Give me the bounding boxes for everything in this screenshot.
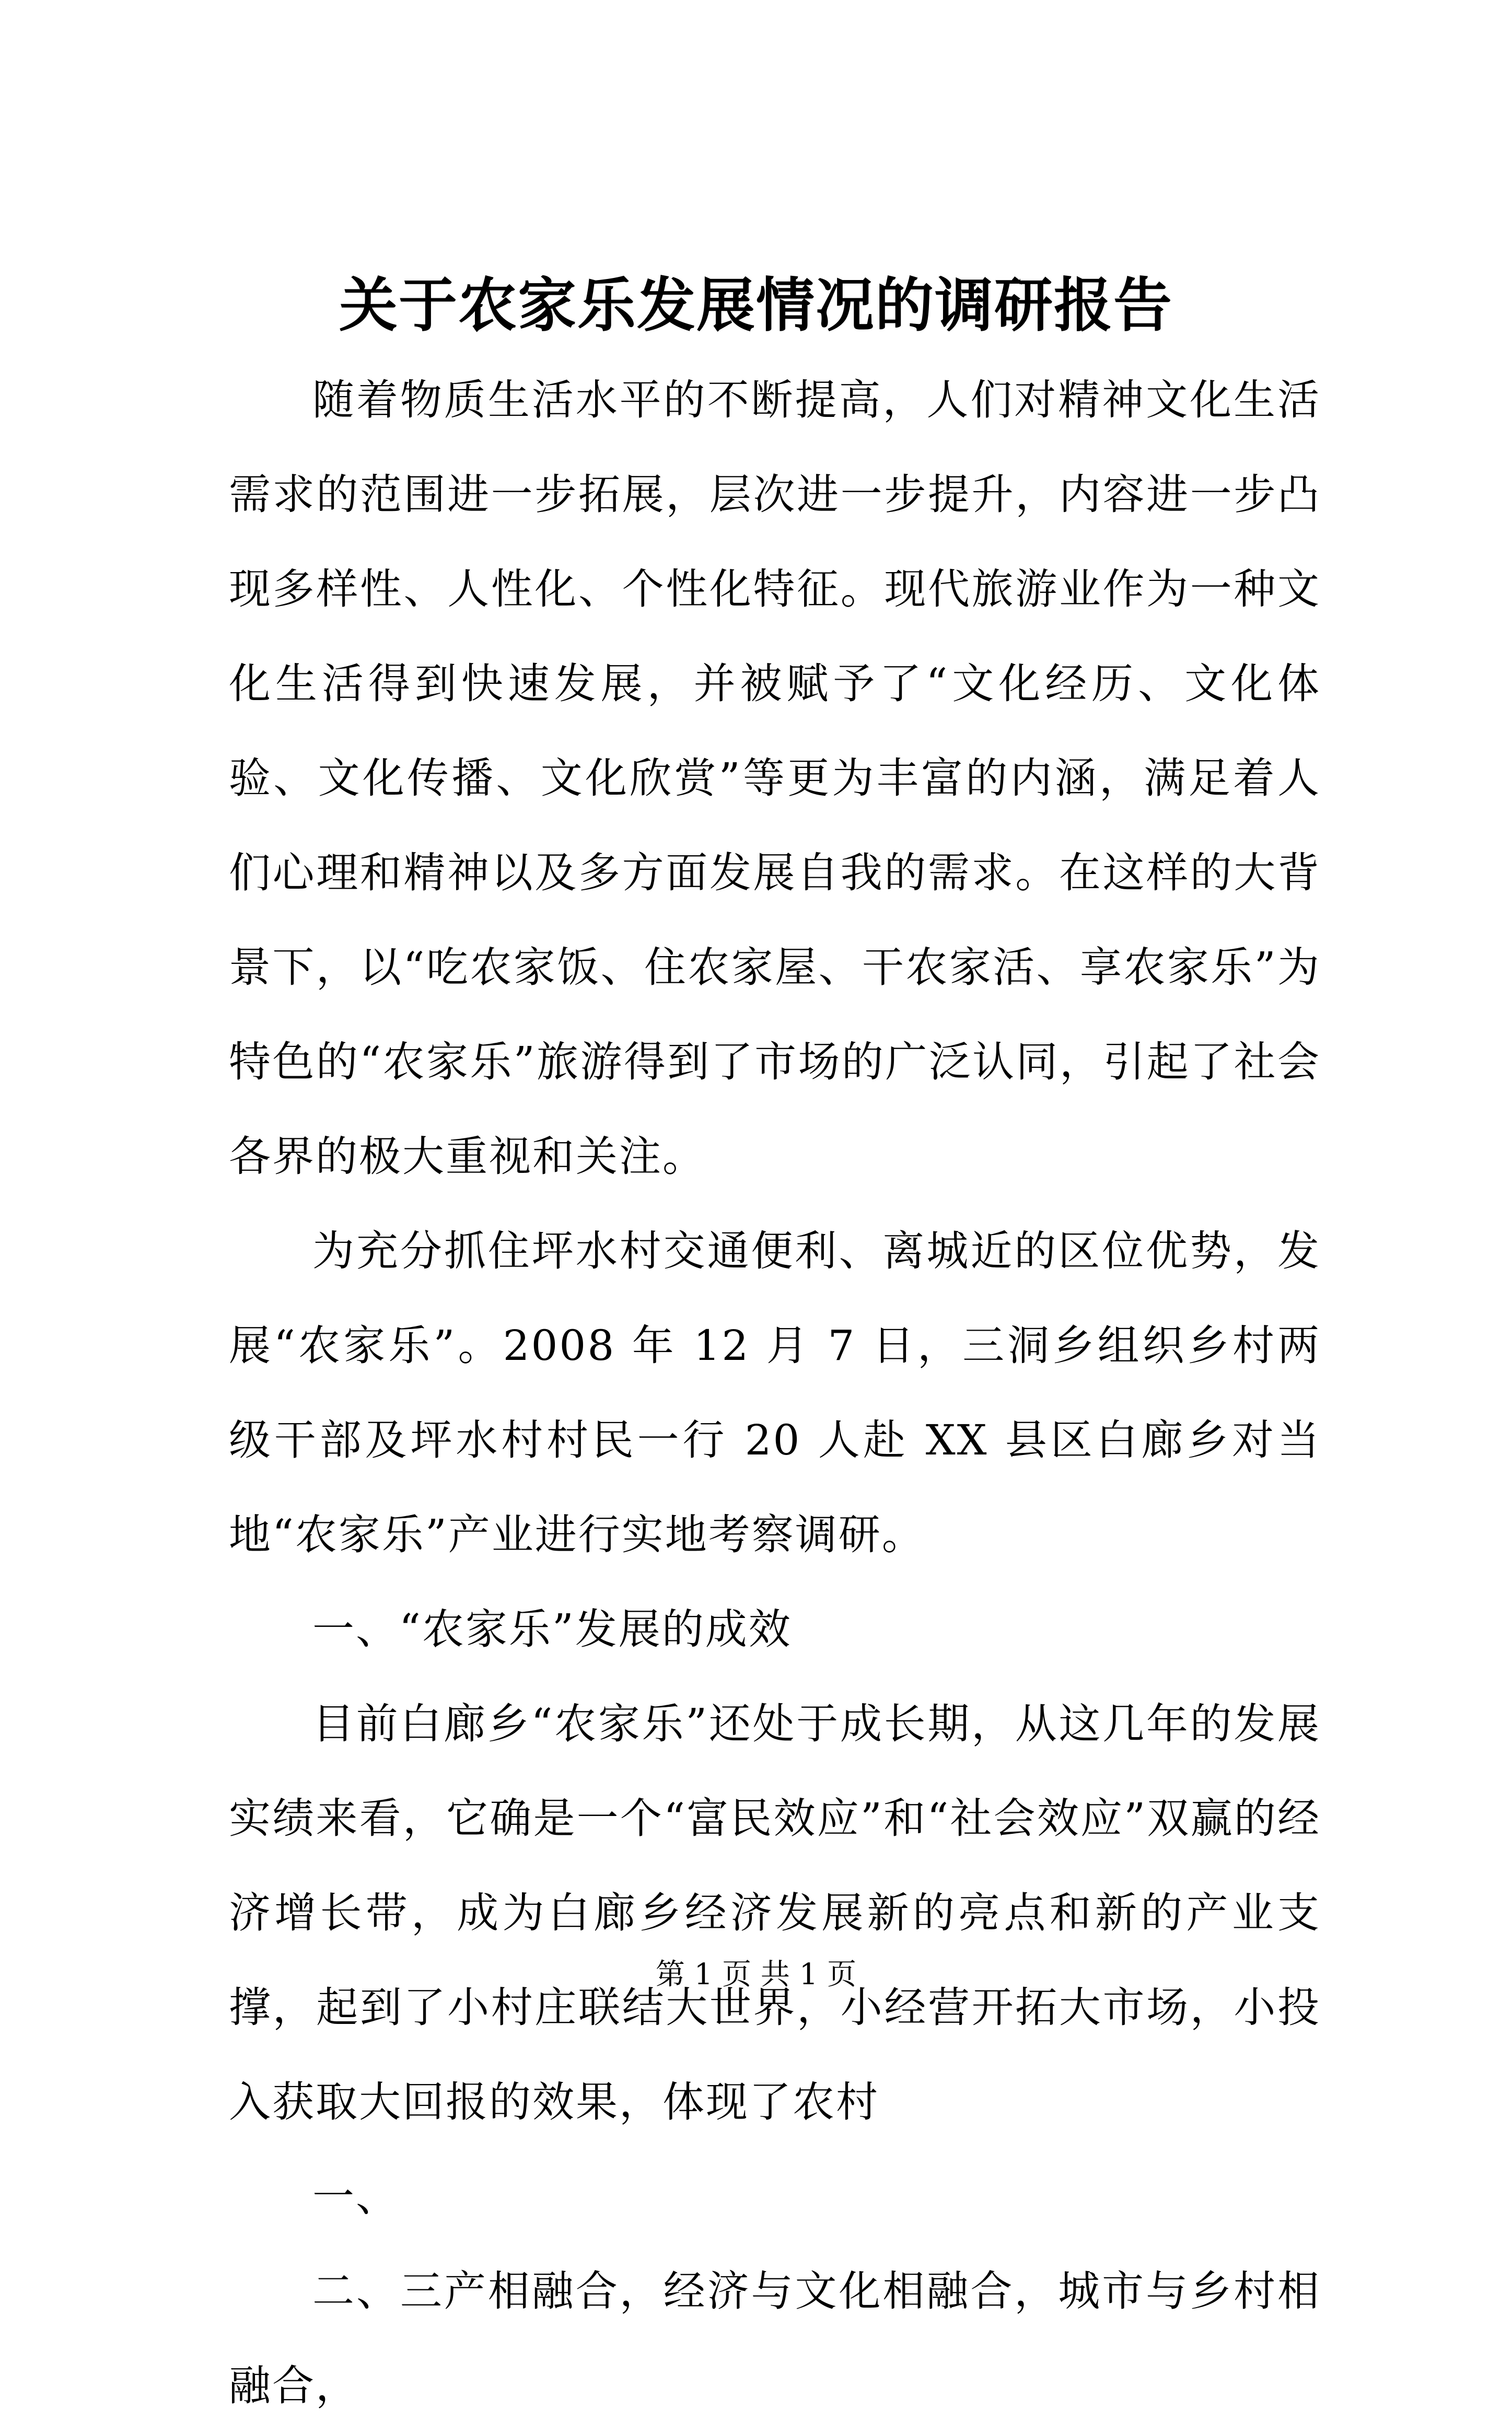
paragraph-fragment-one: 一、 — [312, 2172, 399, 2221]
paragraph-survey-trip: 为充分抓住坪水村交通便利、离城近的区位优势，发展“农家乐”。2008 年 12 月 7 日，三洞乡组织乡村两级干部及坪水村村民一行 20 人赴 XX 县区白廊乡对当地“农家乐”产业进行实地考察调研。 — [229, 1227, 1321, 1559]
section-heading-achievements: 一、“农家乐”发展的成效 — [312, 1605, 792, 1654]
page-footer: 第 1 页 共 1 页 — [655, 1958, 857, 1992]
document-body — [229, 353, 1321, 2433]
paragraph-intro: 随着物质生活水平的不断提高，人们对精神文化生活需求的范围进一步拓展，层次进一步提升，内容进一步凸现多样性、人性化、个性化特征。现代旅游业作为一种文化生活得到快速发展，并被赋予了“文化经历、文化体验、文化传播、文化欣赏”等更为丰富的内涵，满足着人们心理和精神以及多方面发展自我的需求。在这样的大背景下，以“吃农家饭、住农家屋、干农家活、享农家乐”为特色的“农家乐”旅游得到了市场的广泛认同，引起了社会各界的极大重视和关注。 — [229, 376, 1321, 1181]
paragraph-fragment-two: 二、三产相融合，经济与文化相融合，城市与乡村相融合， — [229, 2267, 1321, 2410]
paragraph-achievements: 目前白廊乡“农家乐”还处于成长期，从这几年的发展实绩来看，它确是一个“富民效应”和“社会效应”双赢的经济增长带，成为白廊乡经济发展新的亮点和新的产业支撑，起到了小村庄联结大世界，小经营开拓大市场，小投入获取大回报的效果，体现了农村 — [229, 1699, 1321, 2126]
document-title: 关于农家乐发展情况的调研报告 — [339, 271, 1173, 340]
